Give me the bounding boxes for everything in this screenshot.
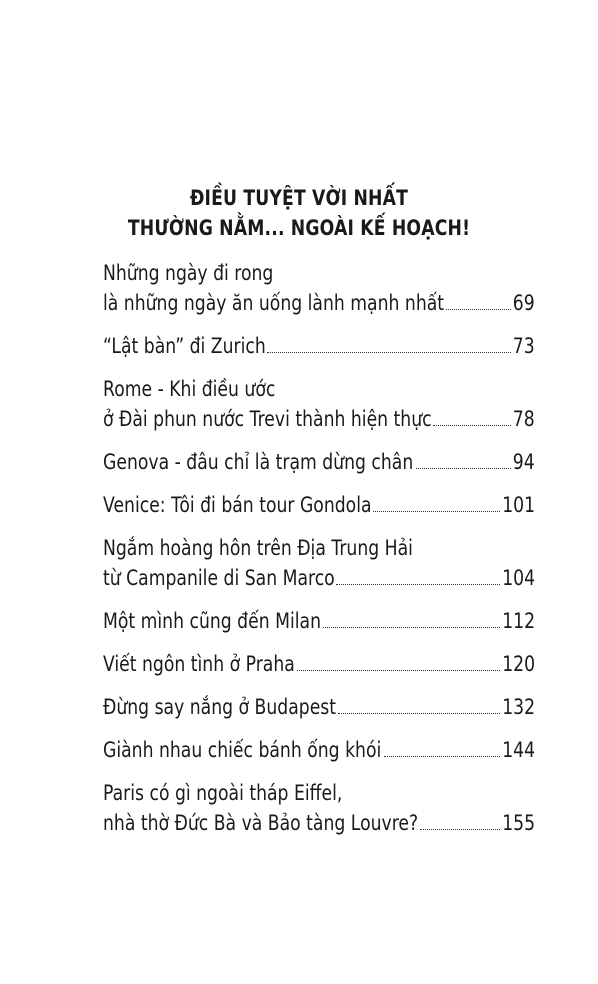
toc-entry-leader-line (103, 692, 535, 722)
toc-entry-leader-line (103, 404, 535, 434)
toc-entry-leader-line (103, 331, 535, 361)
toc-entry[interactable] (103, 533, 535, 593)
dot-leader (297, 670, 500, 671)
toc-page-number: 101 (502, 493, 535, 517)
toc-entry-title: Viết ngôn tình ở Praha (103, 652, 295, 676)
section-title-line-2: THƯỜNG NẰM... NGOÀI KẾ HOẠCH! (127, 216, 471, 240)
dot-leader (336, 584, 500, 585)
toc-entry-title-line: Paris có gì ngoài tháp Eiffel, (103, 781, 343, 805)
toc-page-number: 69 (513, 291, 535, 315)
toc-entry[interactable] (103, 374, 535, 434)
dot-leader (338, 713, 500, 714)
toc-page-number: 132 (502, 695, 535, 719)
table-of-contents (103, 258, 535, 838)
section-title (54, 183, 544, 243)
toc-entry[interactable] (103, 490, 535, 520)
toc-entry[interactable] (103, 692, 535, 722)
toc-entry-title-line: Ngắm hoàng hôn trên Địa Trung Hải (103, 536, 413, 560)
toc-entry-leader-line (103, 288, 535, 318)
toc-entry-title: từ Campanile di San Marco (103, 566, 335, 590)
dot-leader (323, 627, 500, 628)
toc-entry-title: Genova - đâu chỉ là trạm dừng chân (103, 450, 414, 474)
toc-entry[interactable] (103, 447, 535, 477)
toc-entry-title: Giành nhau chiếc bánh ống khói (103, 738, 382, 762)
toc-entry[interactable] (103, 649, 535, 679)
toc-entry-title: “Lật bàn” đi Zurich (103, 334, 266, 358)
toc-entry-leader-line (103, 606, 535, 636)
toc-entry-leader-line (103, 563, 535, 593)
toc-page-number: 73 (513, 334, 535, 358)
toc-entry[interactable] (103, 258, 535, 318)
toc-entry-title: ở Đài phun nước Trevi thành hiện thực (103, 407, 432, 431)
toc-entry-leader-line (103, 490, 535, 520)
toc-entry-leader-line (103, 649, 535, 679)
toc-entry-leader-line (103, 447, 535, 477)
toc-entry-title: nhà thờ Đức Bà và Bảo tàng Louvre? (103, 811, 419, 835)
toc-entry-title: là những ngày ăn uống lành mạnh nhất (103, 291, 445, 315)
dot-leader (384, 756, 500, 757)
dot-leader (267, 352, 511, 353)
toc-entry-title: Venice: Tôi đi bán tour Gondola (103, 493, 372, 517)
toc-entry-title-line: Những ngày đi rong (103, 261, 274, 285)
dot-leader (416, 468, 512, 469)
toc-page-number: 94 (513, 450, 535, 474)
dot-leader (420, 829, 500, 830)
toc-page-number: 144 (502, 738, 535, 762)
toc-page-number: 104 (502, 566, 535, 590)
toc-entry[interactable] (103, 735, 535, 765)
toc-entry[interactable] (103, 606, 535, 636)
dot-leader (433, 425, 511, 426)
dot-leader (373, 511, 500, 512)
toc-page-number: 155 (502, 811, 535, 835)
section-title-line-1: ĐIỀU TUYỆT VỜI NHẤT (189, 186, 409, 210)
toc-entry-leader-line (103, 808, 535, 838)
toc-page-number: 120 (502, 652, 535, 676)
toc-page-number: 78 (513, 407, 535, 431)
dot-leader (446, 309, 511, 310)
toc-entry[interactable] (103, 331, 535, 361)
toc-entry-title-line: Rome - Khi điều ước (103, 377, 276, 401)
toc-entry-leader-line (103, 735, 535, 765)
toc-entry-title: Một mình cũng đến Milan (103, 609, 321, 633)
toc-entry-title: Đừng say nắng ở Budapest (103, 695, 337, 719)
toc-entry[interactable] (103, 778, 535, 838)
toc-page-number: 112 (502, 609, 535, 633)
